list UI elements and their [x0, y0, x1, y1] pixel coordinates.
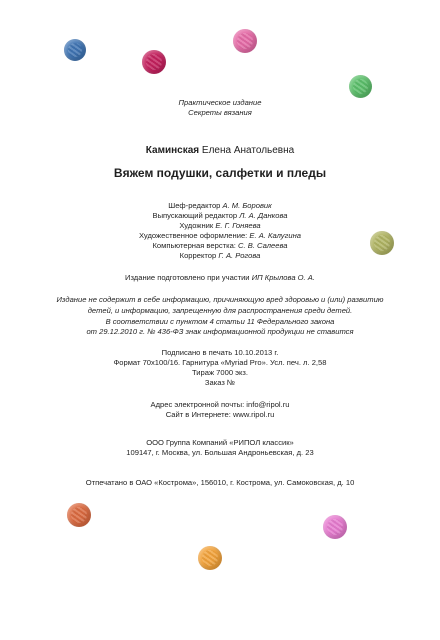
credit-role: Выпускающий редактор: [152, 211, 238, 220]
credit-role: Компьютерная верстка:: [152, 241, 236, 250]
disclaimer-line: Издание не содержит в себе информацию, причиняющую вред здоровью и (или) развитию: [56, 295, 384, 304]
credit-line: [20, 231, 420, 241]
yarn-ball-coral-icon: [67, 503, 91, 527]
yarn-ball-blue-icon: [64, 39, 86, 61]
email-line: Адрес электронной почты: info@ripol.ru: [150, 400, 290, 409]
yarn-ball-crimson-icon: [142, 50, 166, 74]
credit-name: С. В. Салеева: [238, 241, 288, 250]
prepared-with-text: Издание подготовлено при участии: [125, 273, 250, 282]
credit-line: [20, 241, 420, 251]
print-info-line: Формат 70x100/16. Гарнитура «Myriad Pro». Усл. печ. л. 2,58: [113, 358, 327, 367]
author-surname: Каминская: [145, 145, 200, 156]
credit-line: [20, 251, 420, 261]
prepared-with-name: ИП Крылова О. А.: [251, 273, 315, 282]
series-line-1: Практическое издание: [178, 98, 262, 107]
credit-name: А. М. Боровик: [222, 201, 272, 210]
printer-line: Отпечатано в ОАО «Кострома», 156010, г. Кострома, ул. Самоковская, д. 10: [85, 478, 355, 487]
credit-line: [20, 201, 420, 211]
publisher-name: ООО Группа Компаний «РИПОЛ классик»: [146, 438, 294, 447]
credit-line: [20, 221, 420, 231]
credit-name: Е. А. Калугина: [249, 231, 301, 240]
print-info-line: Заказ №: [204, 378, 236, 387]
author-name: [20, 145, 420, 156]
credit-name: Е. Г. Гоняева: [215, 221, 261, 230]
disclaimer-line: В соответствии с пунктом 4 статьи 11 Федерального закона: [105, 317, 335, 326]
series-line-2: Секреты вязания: [188, 108, 252, 117]
credit-line: [20, 211, 420, 221]
book-title: Вяжем подушки, салфетки и пледы: [113, 166, 327, 180]
credit-role: Художник: [179, 221, 214, 230]
credit-role: Корректор: [179, 251, 217, 260]
credit-name: Г. А. Рогова: [218, 251, 261, 260]
credit-name: Л. А. Данкова: [239, 211, 288, 220]
website-line: Сайт в Интернете: www.ripol.ru: [165, 410, 275, 419]
yarn-ball-orange-icon: [198, 546, 222, 570]
print-info-line: Тираж 7000 экз.: [191, 368, 249, 377]
disclaimer-line: от 29.12.2010 г. № 436-ФЗ знак информационной продукции не ставится: [86, 327, 354, 336]
author-given-names: Елена Анатольевна: [201, 145, 295, 156]
disclaimer-line: детей, и информацию, запрещенную для распространения среди детей.: [87, 306, 353, 315]
credit-role: Шеф-редактор: [168, 201, 221, 210]
yarn-ball-green-icon: [349, 75, 372, 98]
yarn-ball-pink-icon: [233, 29, 257, 53]
prepared-with-line: [20, 273, 420, 283]
credit-role: Художественное оформление:: [139, 231, 248, 240]
publisher-address: 109147, г. Москва, ул. Большая Андроньевская, д. 23: [126, 448, 314, 457]
yarn-ball-magenta-icon: [323, 515, 347, 539]
print-info-line: Подписано в печать 10.10.2013 г.: [161, 348, 279, 357]
